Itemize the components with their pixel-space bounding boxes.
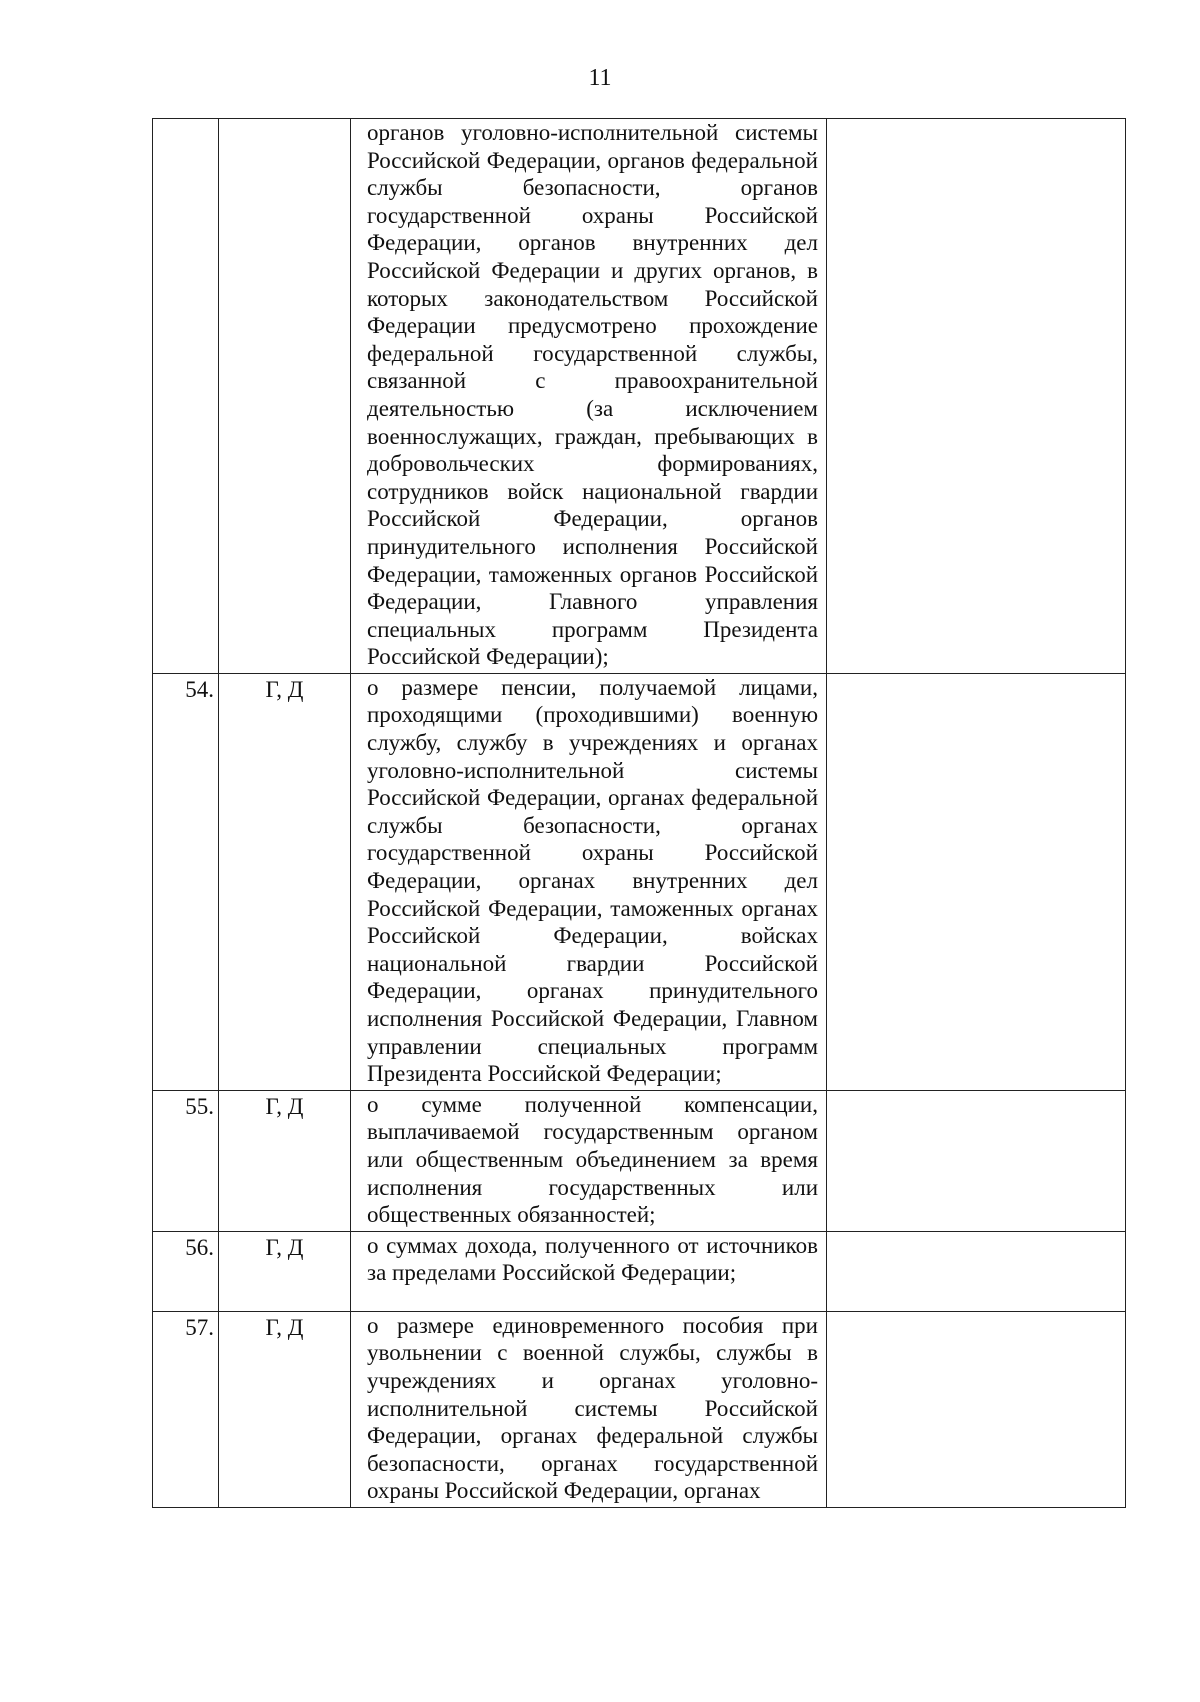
row-number: 54. bbox=[153, 673, 219, 1090]
row-text: о размере пенсии, получаемой лицами, проходящими (проходившими) военную службу, службу в учреждениях и органах уголовно-исполнительной системы Российской Федерации, органах федеральной службы безопасности, органах государственной охраны Российской Федерации, органах внутренних дел Российской Федерации, таможенных органах Российской Федерации, войсках национальной гвардии Российской Федерации, органах принудительного исполнения Российской Федерации, Главном управлении специальных программ Президента Российской Федерации; bbox=[351, 673, 827, 1090]
row-text: о суммах дохода, полученного от источников за пределами Российской Федерации; bbox=[351, 1231, 827, 1311]
row-empty-cell bbox=[827, 673, 1126, 1090]
table-row bbox=[153, 673, 1126, 1090]
row-empty-cell bbox=[827, 119, 1126, 674]
table-row bbox=[153, 1311, 1126, 1507]
row-code: Г, Д bbox=[219, 1311, 351, 1507]
document-table bbox=[152, 118, 1126, 1508]
table-row bbox=[153, 1231, 1126, 1311]
row-text: органов уголовно-исполнительной системы Российской Федерации, органов федеральной службы безопасности, органов государственной охраны Российской Федерации, органов внутренних дел Российской Федерации и других органов, в которых законодательством Российской Федерации предусмотрено прохождение федеральной государственной службы, связанной с правоохранительной деятельностью (за исключением военнослужащих, граждан, пребывающих в добровольческих формированиях, сотрудников войск национальной гвардии Российской Федерации, органов принудительного исполнения Российской Федерации, таможенных органов Российской Федерации, Главного управления специальных программ Президента Российской Федерации); bbox=[351, 119, 827, 674]
row-empty-cell bbox=[827, 1090, 1126, 1231]
row-number: 55. bbox=[153, 1090, 219, 1231]
table-row bbox=[153, 1090, 1126, 1231]
row-code bbox=[219, 119, 351, 674]
row-text: о сумме полученной компенсации, выплачиваемой государственным органом или общественным объединением за время исполнения государственных или общественных обязанностей; bbox=[351, 1090, 827, 1231]
row-empty-cell bbox=[827, 1231, 1126, 1311]
row-text: о размере единовременного пособия при увольнении с военной службы, службы в учреждениях и органах уголовно-исполнительной системы Российской Федерации, органах федеральной службы безопасности, органах государственной охраны Российской Федерации, органах bbox=[351, 1311, 827, 1507]
table-row bbox=[153, 119, 1126, 674]
page-number: 11 bbox=[588, 65, 612, 91]
row-number: 56. bbox=[153, 1231, 219, 1311]
row-number bbox=[153, 119, 219, 674]
row-code: Г, Д bbox=[219, 1231, 351, 1311]
row-empty-cell bbox=[827, 1311, 1126, 1507]
row-code: Г, Д bbox=[219, 673, 351, 1090]
row-number: 57. bbox=[153, 1311, 219, 1507]
row-code: Г, Д bbox=[219, 1090, 351, 1231]
